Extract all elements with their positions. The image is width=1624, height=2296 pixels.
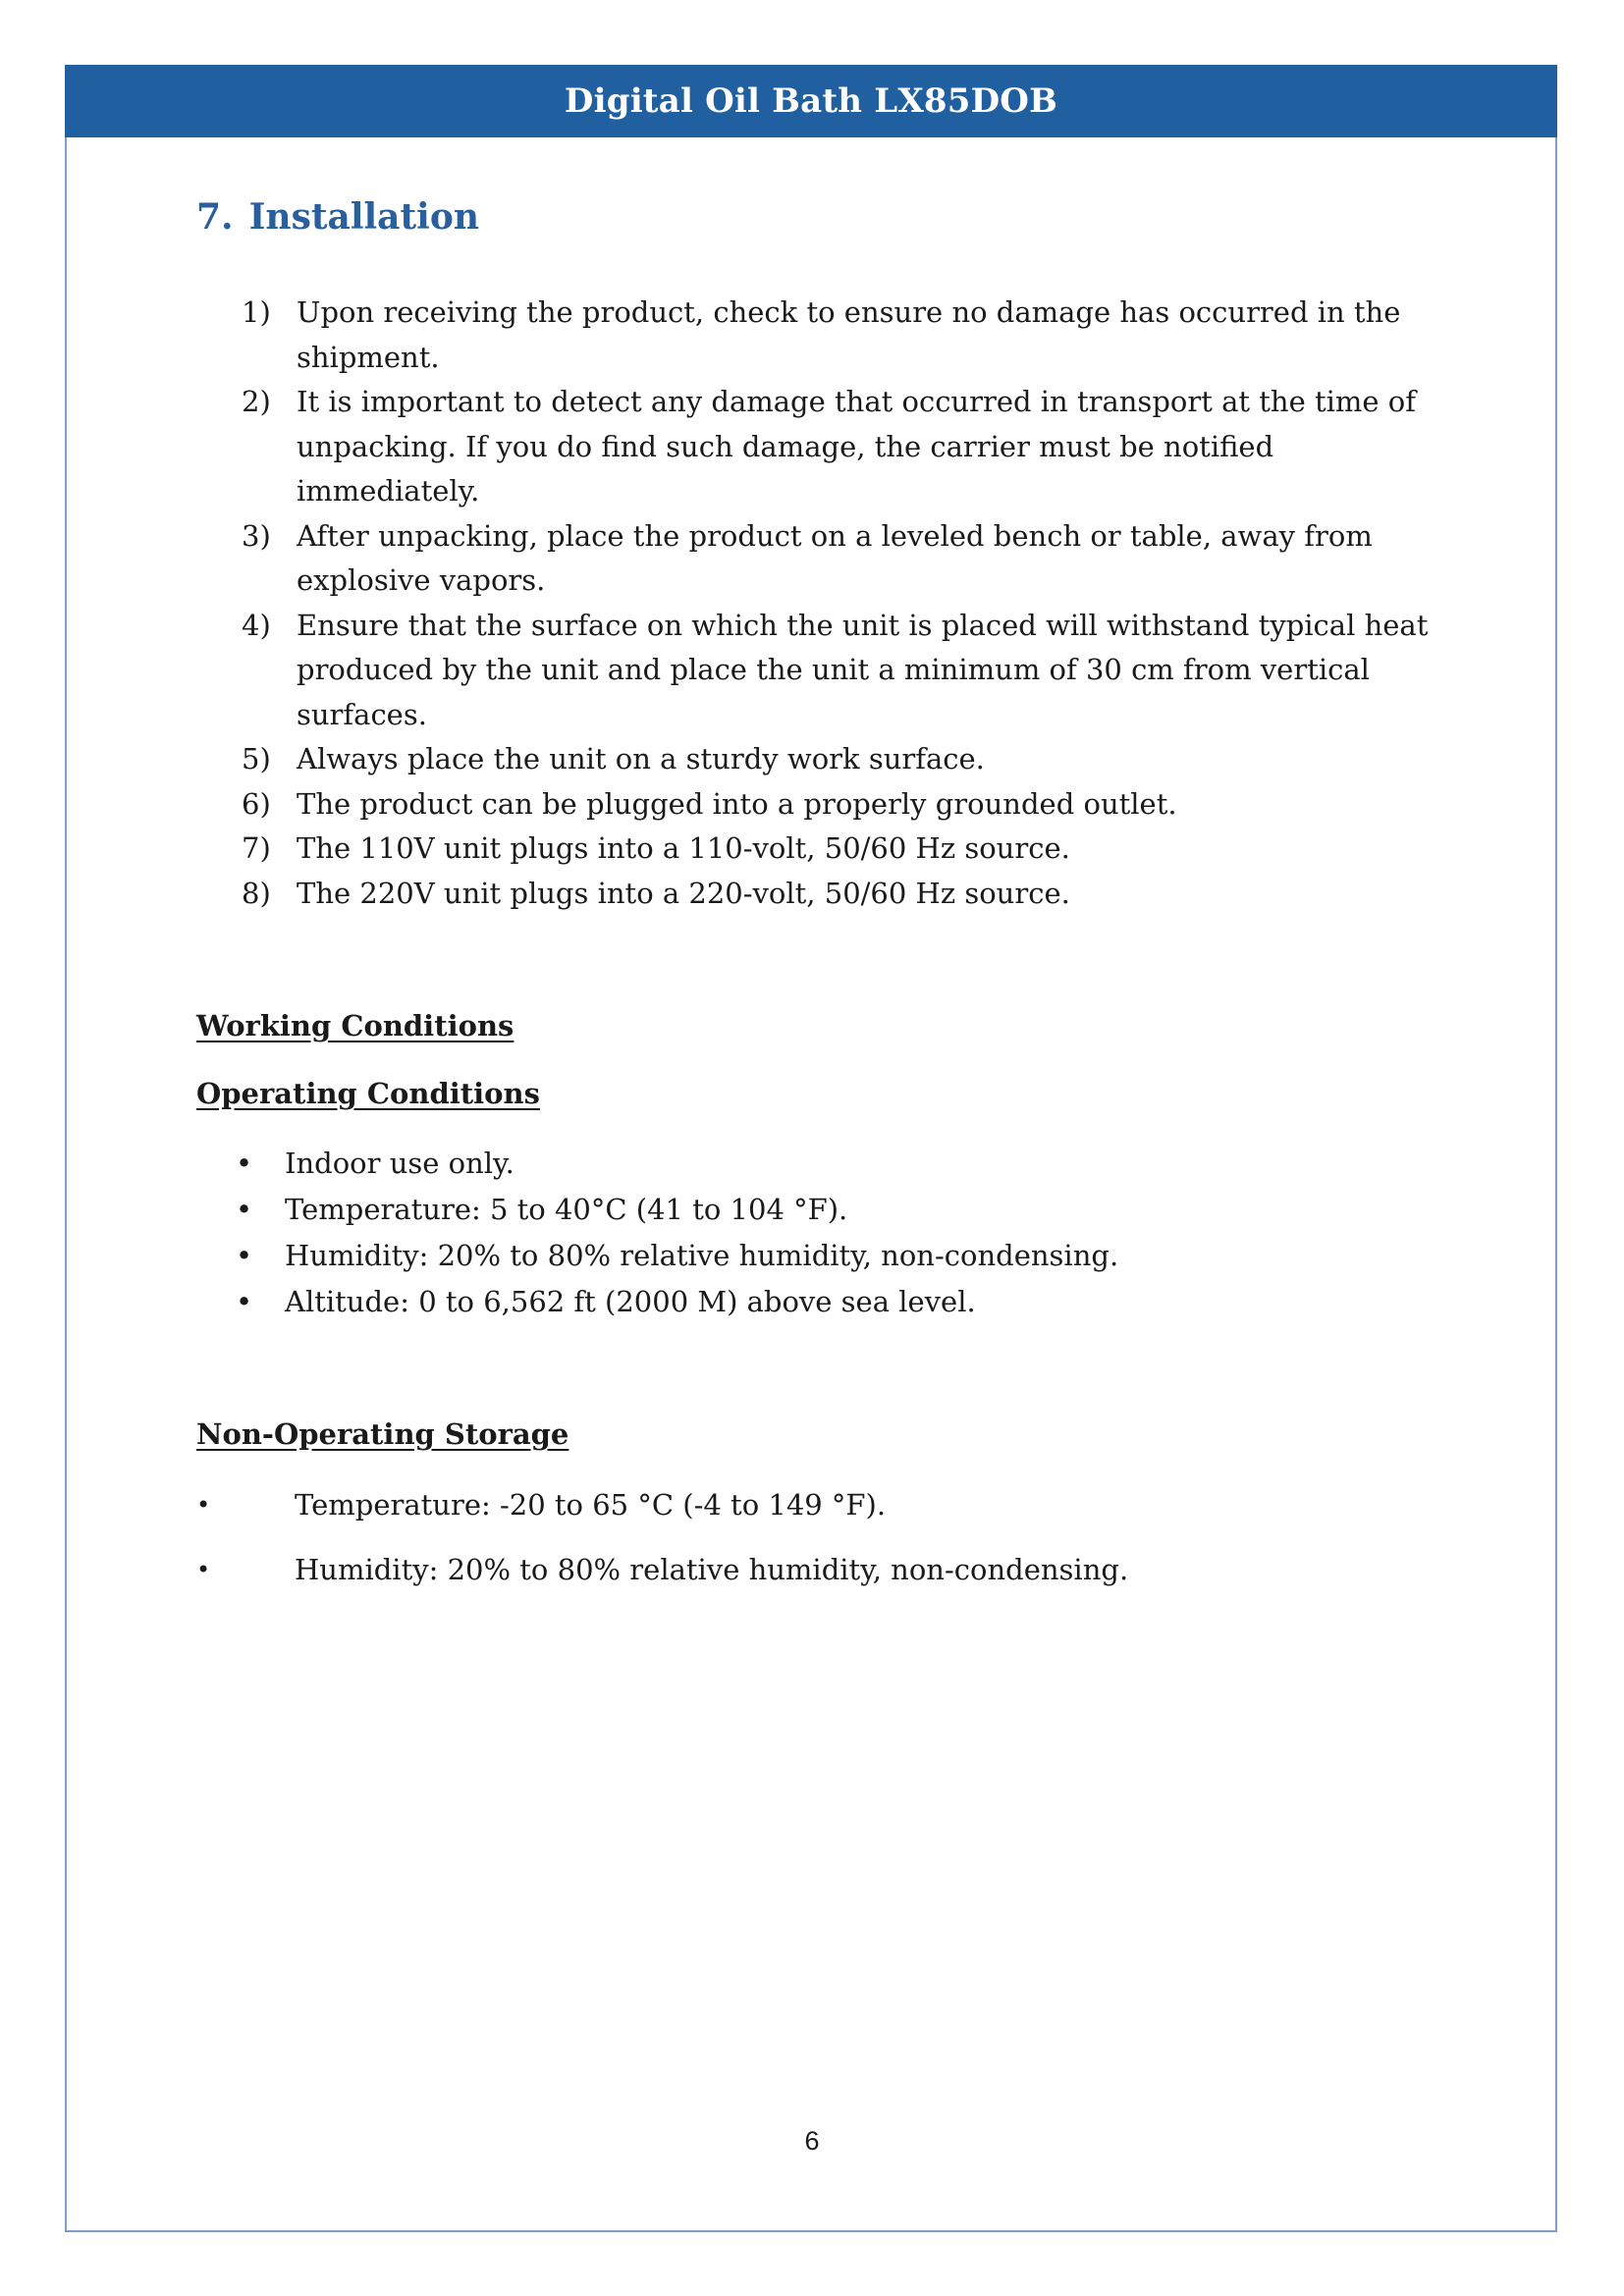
bullet-icon: • bbox=[236, 1285, 253, 1318]
list-item bbox=[242, 514, 1430, 604]
page-number: 6 bbox=[804, 2126, 820, 2156]
list-item-text: Humidity: 20% to 80% relative humidity, non-condensing. bbox=[295, 1553, 1129, 1586]
list-marker: 5) bbox=[242, 742, 271, 775]
list-item-text: Upon receiving the product, check to ensure no damage has occurred in the shipment. bbox=[297, 295, 1401, 374]
bullet-icon: • bbox=[236, 1193, 253, 1226]
list-item-text: Altitude: 0 to 6,562 ft (2000 M) above sea level. bbox=[285, 1285, 976, 1318]
non-operating-storage-list bbox=[196, 1472, 1128, 1602]
bullet-icon: • bbox=[236, 1239, 253, 1272]
non-operating-storage-heading: Non-Operating Storage bbox=[196, 1417, 569, 1451]
bullet-icon: • bbox=[196, 1556, 211, 1583]
list-item bbox=[242, 872, 1430, 917]
list-item bbox=[242, 380, 1430, 514]
list-item bbox=[242, 604, 1430, 738]
list-item-text: The 110V unit plugs into a 110-volt, 50/60 Hz source. bbox=[297, 831, 1070, 865]
list-item-text: Ensure that the surface on which the unit is placed will withstand typical heat produced by the unit and place the unit a minimum of 30 cm from vertical surfaces. bbox=[297, 608, 1429, 731]
list-item bbox=[242, 782, 1430, 828]
list-item-text: The product can be plugged into a properly grounded outlet. bbox=[297, 786, 1177, 821]
list-marker: 1) bbox=[242, 295, 271, 329]
list-item-text: Indoor use only. bbox=[285, 1147, 514, 1180]
list-marker: 7) bbox=[242, 831, 271, 865]
list-marker: 8) bbox=[242, 876, 271, 910]
installation-steps bbox=[242, 291, 1430, 916]
list-marker: 3) bbox=[242, 518, 271, 553]
section-title: Installation bbox=[248, 196, 479, 238]
list-item-text: Temperature: 5 to 40°C (41 to 104 °F). bbox=[285, 1193, 848, 1226]
document-header bbox=[65, 65, 1557, 137]
section-number: 7. bbox=[196, 196, 234, 238]
list-item-text: The 220V unit plugs into a 220-volt, 50/60 Hz source. bbox=[297, 876, 1070, 910]
list-item bbox=[236, 1279, 1118, 1325]
list-marker: 2) bbox=[242, 385, 271, 418]
list-item bbox=[196, 1537, 1128, 1602]
operating-conditions-heading: Operating Conditions bbox=[196, 1077, 540, 1110]
list-item bbox=[196, 1472, 1128, 1537]
list-item bbox=[242, 737, 1430, 782]
operating-conditions-list bbox=[236, 1141, 1118, 1325]
list-item-text: Always place the unit on a sturdy work surface. bbox=[297, 742, 985, 775]
working-conditions-heading: Working Conditions bbox=[196, 1009, 514, 1042]
list-item bbox=[242, 291, 1430, 380]
list-item-text: After unpacking, place the product on a leveled bench or table, away from explosive vapors. bbox=[297, 518, 1373, 597]
bullet-icon: • bbox=[196, 1491, 211, 1519]
list-item-text: Humidity: 20% to 80% relative humidity, non-condensing. bbox=[285, 1239, 1119, 1272]
list-marker: 4) bbox=[242, 608, 271, 642]
document-title: Digital Oil Bath LX85DOB bbox=[564, 81, 1058, 121]
list-item bbox=[236, 1187, 1118, 1233]
bullet-icon: • bbox=[236, 1147, 253, 1180]
list-item bbox=[236, 1233, 1118, 1279]
list-item-text: Temperature: -20 to 65 °C (-4 to 149 °F). bbox=[295, 1488, 887, 1522]
list-item-text: It is important to detect any damage that occurred in transport at the time of unpacking. If you do find such damage, the carrier must be notified immediately. bbox=[297, 385, 1416, 507]
section-heading bbox=[196, 196, 479, 238]
list-marker: 6) bbox=[242, 786, 271, 821]
list-item bbox=[242, 827, 1430, 872]
list-item bbox=[236, 1141, 1118, 1187]
